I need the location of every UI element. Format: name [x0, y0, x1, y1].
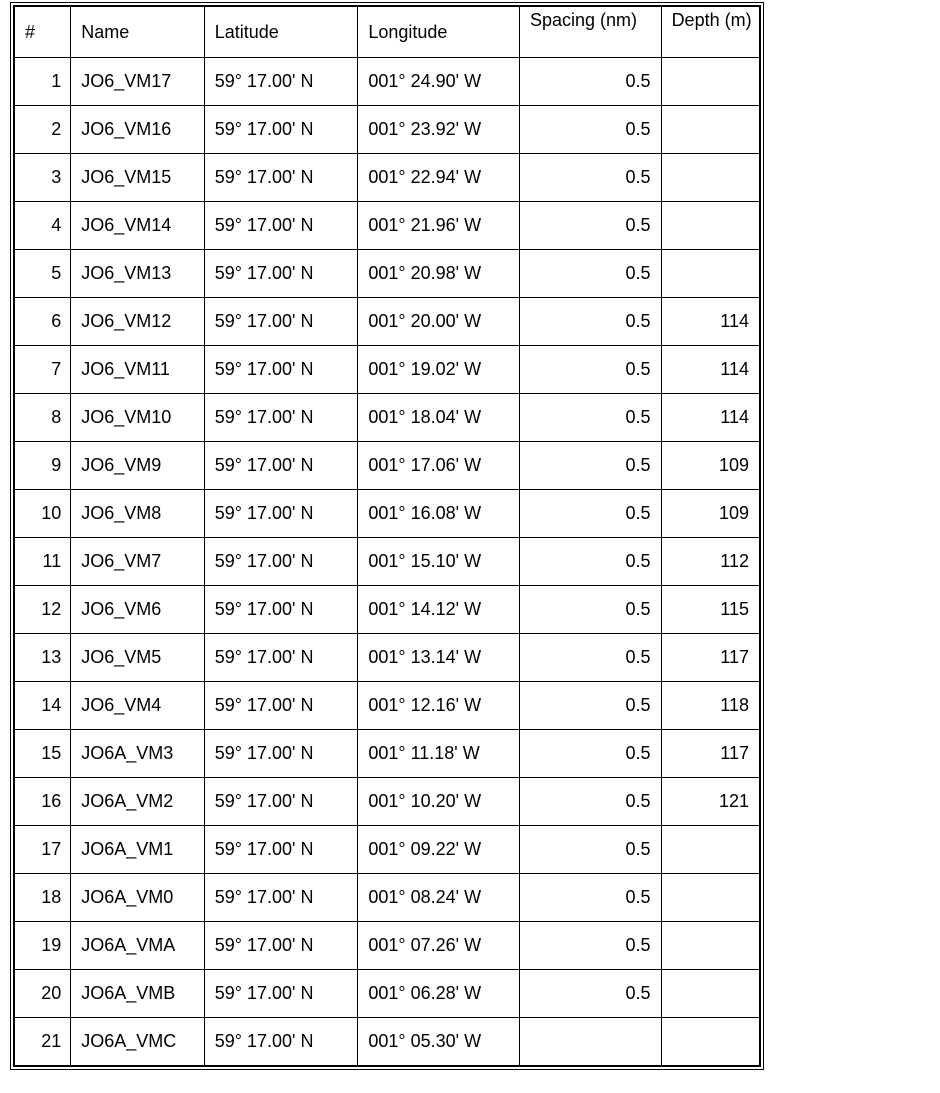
table-row — [15, 826, 760, 874]
cell-name: JO6_VM12 — [71, 298, 205, 346]
cell-index: 13 — [15, 634, 71, 682]
cell-depth: 117 — [661, 634, 759, 682]
cell-name: JO6A_VMC — [71, 1018, 205, 1066]
table-row — [15, 394, 760, 442]
table-row — [15, 442, 760, 490]
cell-name: JO6A_VM1 — [71, 826, 205, 874]
cell-depth: 114 — [661, 346, 759, 394]
waypoint-table-frame — [10, 2, 764, 1070]
cell-depth: 114 — [661, 298, 759, 346]
cell-depth — [661, 826, 759, 874]
cell-spacing: 0.5 — [520, 586, 662, 634]
cell-index: 4 — [15, 202, 71, 250]
header-name: Name — [71, 7, 205, 58]
table-row — [15, 682, 760, 730]
cell-name: JO6_VM8 — [71, 490, 205, 538]
cell-latitude: 59° 17.00' N — [204, 202, 358, 250]
cell-longitude: 001° 10.20' W — [358, 778, 520, 826]
header-longitude: Longitude — [358, 7, 520, 58]
cell-spacing: 0.5 — [520, 154, 662, 202]
cell-longitude: 001° 16.08' W — [358, 490, 520, 538]
cell-longitude: 001° 20.98' W — [358, 250, 520, 298]
table-row — [15, 154, 760, 202]
cell-depth — [661, 874, 759, 922]
cell-name: JO6_VM15 — [71, 154, 205, 202]
cell-latitude: 59° 17.00' N — [204, 298, 358, 346]
cell-latitude: 59° 17.00' N — [204, 730, 358, 778]
cell-spacing: 0.5 — [520, 298, 662, 346]
header-row — [15, 7, 760, 58]
cell-latitude: 59° 17.00' N — [204, 778, 358, 826]
cell-spacing — [520, 1018, 662, 1066]
cell-index: 1 — [15, 58, 71, 106]
cell-index: 9 — [15, 442, 71, 490]
cell-index: 6 — [15, 298, 71, 346]
cell-latitude: 59° 17.00' N — [204, 970, 358, 1018]
cell-latitude: 59° 17.00' N — [204, 1018, 358, 1066]
cell-longitude: 001° 05.30' W — [358, 1018, 520, 1066]
cell-index: 16 — [15, 778, 71, 826]
cell-longitude: 001° 11.18' W — [358, 730, 520, 778]
cell-depth: 118 — [661, 682, 759, 730]
table-row — [15, 490, 760, 538]
table-row — [15, 538, 760, 586]
cell-depth — [661, 202, 759, 250]
cell-spacing: 0.5 — [520, 970, 662, 1018]
cell-spacing: 0.5 — [520, 682, 662, 730]
cell-longitude: 001° 06.28' W — [358, 970, 520, 1018]
cell-index: 11 — [15, 538, 71, 586]
table-row — [15, 1018, 760, 1066]
cell-longitude: 001° 21.96' W — [358, 202, 520, 250]
cell-longitude: 001° 13.14' W — [358, 634, 520, 682]
table-row — [15, 922, 760, 970]
cell-index: 18 — [15, 874, 71, 922]
cell-spacing: 0.5 — [520, 922, 662, 970]
cell-longitude: 001° 20.00' W — [358, 298, 520, 346]
cell-name: JO6_VM4 — [71, 682, 205, 730]
cell-spacing: 0.5 — [520, 346, 662, 394]
cell-longitude: 001° 14.12' W — [358, 586, 520, 634]
header-spacing: Spacing (nm) — [520, 7, 662, 58]
header-index: # — [15, 7, 71, 58]
cell-longitude: 001° 15.10' W — [358, 538, 520, 586]
cell-index: 21 — [15, 1018, 71, 1066]
cell-index: 20 — [15, 970, 71, 1018]
cell-latitude: 59° 17.00' N — [204, 250, 358, 298]
cell-spacing: 0.5 — [520, 250, 662, 298]
cell-depth — [661, 154, 759, 202]
cell-depth: 109 — [661, 442, 759, 490]
cell-index: 17 — [15, 826, 71, 874]
cell-spacing: 0.5 — [520, 730, 662, 778]
cell-index: 15 — [15, 730, 71, 778]
cell-longitude: 001° 07.26' W — [358, 922, 520, 970]
cell-longitude: 001° 23.92' W — [358, 106, 520, 154]
cell-name: JO6A_VMA — [71, 922, 205, 970]
cell-depth — [661, 922, 759, 970]
cell-index: 7 — [15, 346, 71, 394]
cell-depth — [661, 250, 759, 298]
table-row — [15, 346, 760, 394]
cell-name: JO6_VM10 — [71, 394, 205, 442]
cell-latitude: 59° 17.00' N — [204, 922, 358, 970]
cell-index: 5 — [15, 250, 71, 298]
cell-spacing: 0.5 — [520, 490, 662, 538]
cell-spacing: 0.5 — [520, 634, 662, 682]
cell-longitude: 001° 19.02' W — [358, 346, 520, 394]
cell-index: 19 — [15, 922, 71, 970]
header-depth: Depth (m) — [661, 7, 759, 58]
cell-spacing: 0.5 — [520, 538, 662, 586]
table-row — [15, 778, 760, 826]
cell-name: JO6_VM7 — [71, 538, 205, 586]
cell-name: JO6A_VM3 — [71, 730, 205, 778]
cell-name: JO6_VM11 — [71, 346, 205, 394]
table-row — [15, 730, 760, 778]
table-row — [15, 970, 760, 1018]
cell-depth — [661, 58, 759, 106]
table-row — [15, 250, 760, 298]
cell-longitude: 001° 08.24' W — [358, 874, 520, 922]
cell-index: 2 — [15, 106, 71, 154]
cell-longitude: 001° 12.16' W — [358, 682, 520, 730]
cell-spacing: 0.5 — [520, 202, 662, 250]
cell-spacing: 0.5 — [520, 442, 662, 490]
cell-depth: 109 — [661, 490, 759, 538]
cell-name: JO6_VM14 — [71, 202, 205, 250]
cell-longitude: 001° 09.22' W — [358, 826, 520, 874]
cell-spacing: 0.5 — [520, 826, 662, 874]
cell-depth: 115 — [661, 586, 759, 634]
cell-depth: 114 — [661, 394, 759, 442]
cell-name: JO6_VM17 — [71, 58, 205, 106]
cell-latitude: 59° 17.00' N — [204, 634, 358, 682]
cell-index: 10 — [15, 490, 71, 538]
table-header — [15, 7, 760, 58]
cell-depth: 117 — [661, 730, 759, 778]
cell-depth — [661, 970, 759, 1018]
cell-latitude: 59° 17.00' N — [204, 586, 358, 634]
cell-depth: 121 — [661, 778, 759, 826]
cell-latitude: 59° 17.00' N — [204, 538, 358, 586]
cell-longitude: 001° 18.04' W — [358, 394, 520, 442]
cell-spacing: 0.5 — [520, 58, 662, 106]
cell-latitude: 59° 17.00' N — [204, 874, 358, 922]
table-row — [15, 106, 760, 154]
cell-latitude: 59° 17.00' N — [204, 682, 358, 730]
cell-name: JO6_VM6 — [71, 586, 205, 634]
cell-latitude: 59° 17.00' N — [204, 58, 358, 106]
cell-latitude: 59° 17.00' N — [204, 490, 358, 538]
cell-depth — [661, 106, 759, 154]
table-row — [15, 586, 760, 634]
cell-name: JO6_VM9 — [71, 442, 205, 490]
cell-index: 14 — [15, 682, 71, 730]
header-latitude: Latitude — [204, 7, 358, 58]
cell-index: 12 — [15, 586, 71, 634]
table-row — [15, 874, 760, 922]
cell-longitude: 001° 24.90' W — [358, 58, 520, 106]
cell-longitude: 001° 22.94' W — [358, 154, 520, 202]
cell-spacing: 0.5 — [520, 874, 662, 922]
table-row — [15, 298, 760, 346]
table-row — [15, 634, 760, 682]
waypoint-table — [14, 6, 760, 1066]
cell-name: JO6A_VM2 — [71, 778, 205, 826]
table-row — [15, 58, 760, 106]
cell-latitude: 59° 17.00' N — [204, 442, 358, 490]
cell-spacing: 0.5 — [520, 106, 662, 154]
cell-spacing: 0.5 — [520, 394, 662, 442]
cell-depth — [661, 1018, 759, 1066]
cell-name: JO6_VM13 — [71, 250, 205, 298]
cell-index: 3 — [15, 154, 71, 202]
cell-index: 8 — [15, 394, 71, 442]
table-body — [15, 58, 760, 1066]
cell-latitude: 59° 17.00' N — [204, 346, 358, 394]
cell-latitude: 59° 17.00' N — [204, 826, 358, 874]
cell-spacing: 0.5 — [520, 778, 662, 826]
cell-depth: 112 — [661, 538, 759, 586]
cell-latitude: 59° 17.00' N — [204, 154, 358, 202]
cell-name: JO6_VM16 — [71, 106, 205, 154]
table-row — [15, 202, 760, 250]
cell-name: JO6A_VM0 — [71, 874, 205, 922]
cell-name: JO6_VM5 — [71, 634, 205, 682]
cell-name: JO6A_VMB — [71, 970, 205, 1018]
cell-longitude: 001° 17.06' W — [358, 442, 520, 490]
cell-latitude: 59° 17.00' N — [204, 394, 358, 442]
cell-latitude: 59° 17.00' N — [204, 106, 358, 154]
